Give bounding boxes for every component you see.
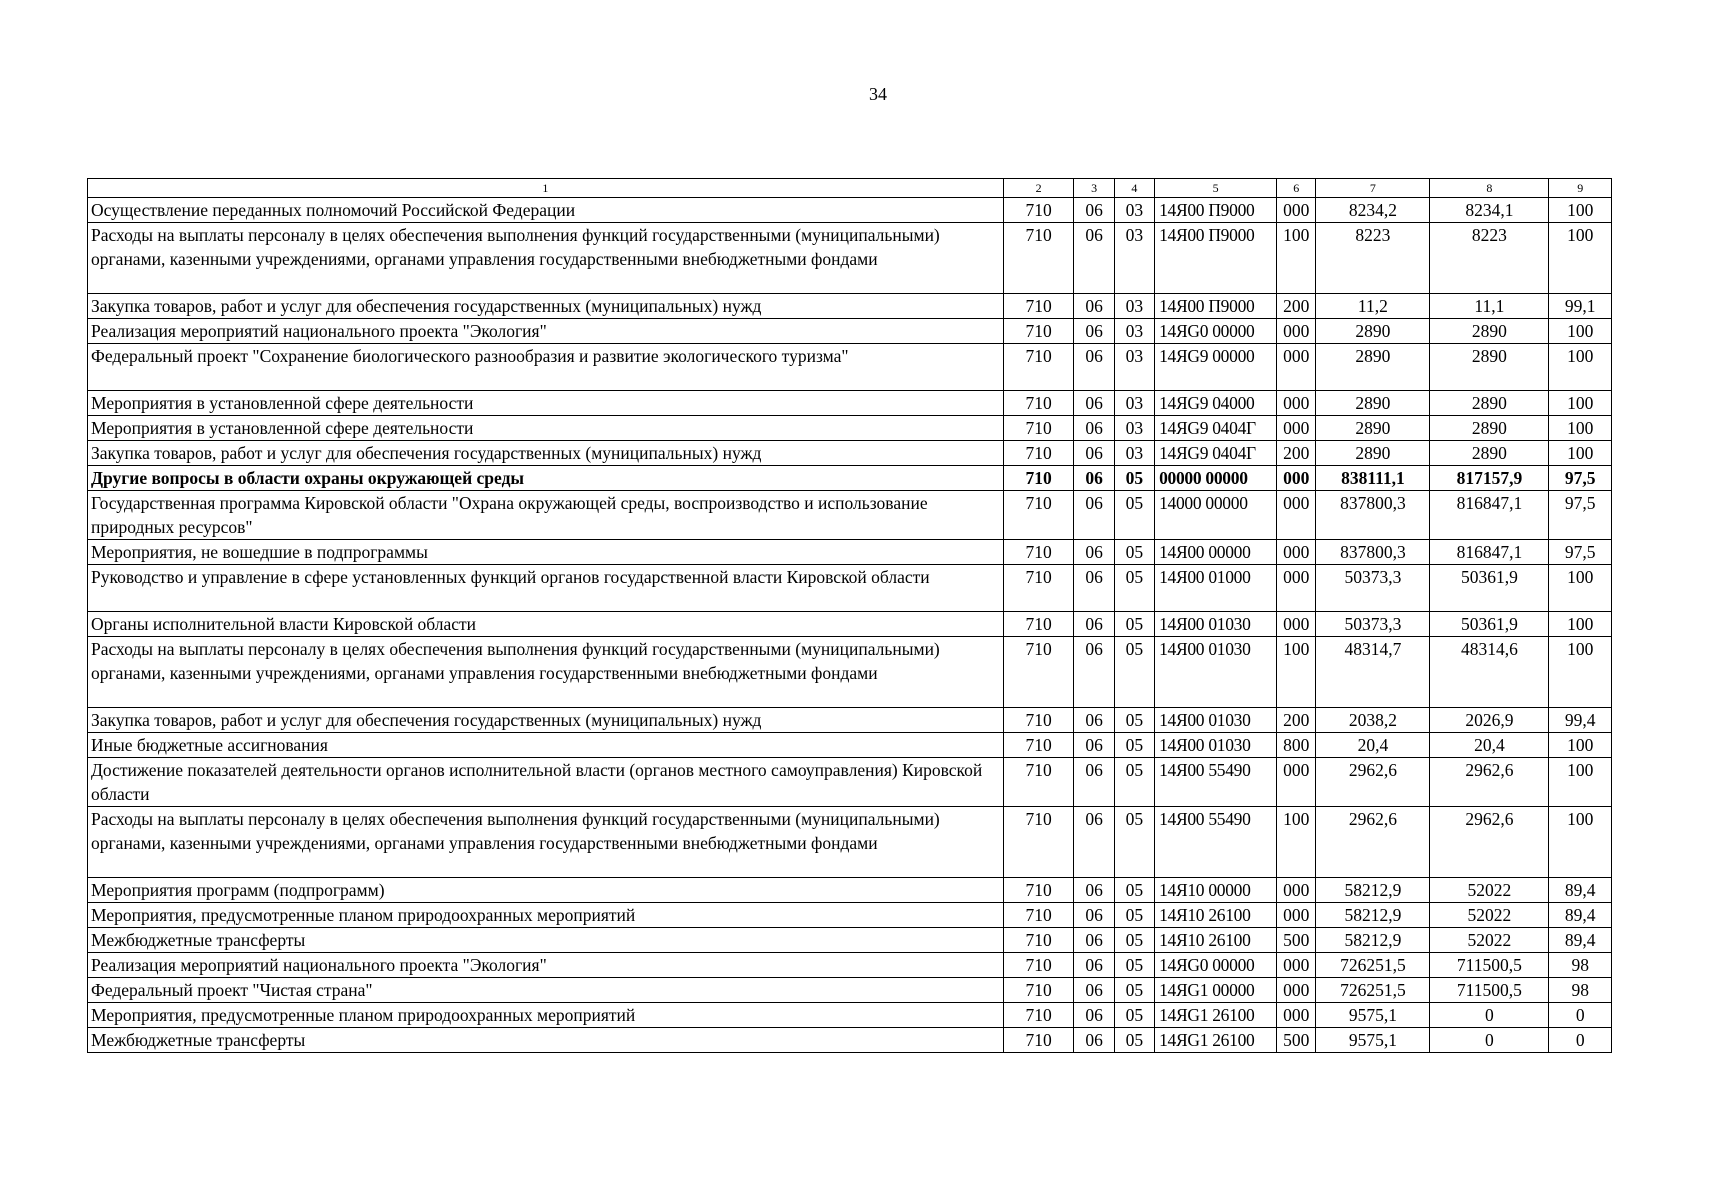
- expense-name-cell: Расходы на выплаты персоналу в целях обеспечения выполнения функций государственными (муниципальными) органами, казенными учреждениями, органами управления государственными внебюджетными фондами: [88, 637, 1004, 708]
- executed-amount-cell: 48314,6: [1430, 637, 1549, 708]
- execution-percent-cell: 100: [1549, 223, 1612, 294]
- ministry-code-cell: 710: [1003, 637, 1074, 708]
- executed-amount-cell: 2890: [1430, 416, 1549, 441]
- section-code-cell: 06: [1074, 198, 1114, 223]
- execution-percent-cell: 98: [1549, 953, 1612, 978]
- target-article-cell: 14Я00 55490: [1155, 807, 1277, 878]
- planned-amount-cell: 20,4: [1316, 733, 1430, 758]
- expense-name-cell: Закупка товаров, работ и услуг для обеспечения государственных (муниципальных) нужд: [88, 294, 1004, 319]
- expense-name-cell: Мероприятия, предусмотренные планом природоохранных мероприятий: [88, 1003, 1004, 1028]
- planned-amount-cell: 837800,3: [1316, 491, 1430, 540]
- planned-amount-cell: 726251,5: [1316, 978, 1430, 1003]
- ministry-code-cell: 710: [1003, 1003, 1074, 1028]
- expense-name-cell: Реализация мероприятий национального проекта "Экология": [88, 953, 1004, 978]
- target-article-cell: 14000 00000: [1155, 491, 1277, 540]
- planned-amount-cell: 2890: [1316, 319, 1430, 344]
- section-code-cell: 06: [1074, 878, 1114, 903]
- planned-amount-cell: 2890: [1316, 344, 1430, 391]
- section-code-cell: 06: [1074, 807, 1114, 878]
- planned-amount-cell: 58212,9: [1316, 903, 1430, 928]
- expense-name-cell: Иные бюджетные ассигнования: [88, 733, 1004, 758]
- section-code-cell: 06: [1074, 1028, 1114, 1053]
- executed-amount-cell: 2962,6: [1430, 758, 1549, 807]
- ministry-code-cell: 710: [1003, 344, 1074, 391]
- ministry-code-cell: 710: [1003, 223, 1074, 294]
- table-row: [88, 198, 1612, 223]
- target-article-cell: 14ЯG0 00000: [1155, 319, 1277, 344]
- ministry-code-cell: 710: [1003, 294, 1074, 319]
- section-code-cell: 06: [1074, 565, 1114, 612]
- section-code-cell: 06: [1074, 1003, 1114, 1028]
- expense-name-cell: Мероприятия, предусмотренные планом природоохранных мероприятий: [88, 903, 1004, 928]
- section-code-cell: 06: [1074, 491, 1114, 540]
- table-row: [88, 466, 1612, 491]
- subsection-code-cell: 03: [1114, 441, 1154, 466]
- table-row: [88, 878, 1612, 903]
- execution-percent-cell: 89,4: [1549, 878, 1612, 903]
- ministry-code-cell: 710: [1003, 391, 1074, 416]
- subsection-code-cell: 05: [1114, 953, 1154, 978]
- executed-amount-cell: 817157,9: [1430, 466, 1549, 491]
- target-article-cell: 14Я00 00000: [1155, 540, 1277, 565]
- execution-percent-cell: 100: [1549, 637, 1612, 708]
- executed-amount-cell: 711500,5: [1430, 978, 1549, 1003]
- subsection-code-cell: 05: [1114, 903, 1154, 928]
- subsection-code-cell: 05: [1114, 637, 1154, 708]
- execution-percent-cell: 99,4: [1549, 708, 1612, 733]
- table-row: [88, 1028, 1612, 1053]
- column-header: 6: [1277, 179, 1316, 198]
- column-header: 1: [88, 179, 1004, 198]
- subsection-code-cell: 05: [1114, 928, 1154, 953]
- planned-amount-cell: 2890: [1316, 416, 1430, 441]
- subsection-code-cell: 05: [1114, 466, 1154, 491]
- target-article-cell: 14ЯG9 00000: [1155, 344, 1277, 391]
- planned-amount-cell: 2890: [1316, 391, 1430, 416]
- executed-amount-cell: 2890: [1430, 319, 1549, 344]
- column-header: 7: [1316, 179, 1430, 198]
- subsection-code-cell: 05: [1114, 758, 1154, 807]
- expense-name-cell: Другие вопросы в области охраны окружающей среды: [88, 466, 1004, 491]
- table-row: [88, 612, 1612, 637]
- ministry-code-cell: 710: [1003, 540, 1074, 565]
- execution-percent-cell: 100: [1549, 319, 1612, 344]
- executed-amount-cell: 52022: [1430, 903, 1549, 928]
- execution-percent-cell: 100: [1549, 198, 1612, 223]
- planned-amount-cell: 48314,7: [1316, 637, 1430, 708]
- expense-name-cell: Достижение показателей деятельности органов исполнительной власти (органов местного самоуправления) Кировской области: [88, 758, 1004, 807]
- table-row: [88, 540, 1612, 565]
- target-article-cell: 14Я10 26100: [1155, 903, 1277, 928]
- subsection-code-cell: 05: [1114, 807, 1154, 878]
- ministry-code-cell: 710: [1003, 903, 1074, 928]
- table-row: [88, 953, 1612, 978]
- target-article-cell: 14Я00 01030: [1155, 733, 1277, 758]
- ministry-code-cell: 710: [1003, 807, 1074, 878]
- expense-name-cell: Закупка товаров, работ и услуг для обеспечения государственных (муниципальных) нужд: [88, 441, 1004, 466]
- section-code-cell: 06: [1074, 758, 1114, 807]
- column-header: 5: [1155, 179, 1277, 198]
- table-row: [88, 637, 1612, 708]
- subsection-code-cell: 03: [1114, 416, 1154, 441]
- expense-type-cell: 200: [1277, 708, 1316, 733]
- section-code-cell: 06: [1074, 540, 1114, 565]
- execution-percent-cell: 100: [1549, 344, 1612, 391]
- ministry-code-cell: 710: [1003, 733, 1074, 758]
- section-code-cell: 06: [1074, 612, 1114, 637]
- executed-amount-cell: 2890: [1430, 344, 1549, 391]
- target-article-cell: 14Я00 П9000: [1155, 198, 1277, 223]
- expense-type-cell: 500: [1277, 928, 1316, 953]
- column-header: 9: [1549, 179, 1612, 198]
- expense-name-cell: Осуществление переданных полномочий Российской Федерации: [88, 198, 1004, 223]
- subsection-code-cell: 05: [1114, 1028, 1154, 1053]
- section-code-cell: 06: [1074, 953, 1114, 978]
- expense-type-cell: 000: [1277, 491, 1316, 540]
- section-code-cell: 06: [1074, 294, 1114, 319]
- expense-name-cell: Мероприятия программ (подпрограмм): [88, 878, 1004, 903]
- table-row: [88, 491, 1612, 540]
- expense-type-cell: 000: [1277, 319, 1316, 344]
- execution-percent-cell: 89,4: [1549, 903, 1612, 928]
- expense-type-cell: 200: [1277, 294, 1316, 319]
- execution-percent-cell: 97,5: [1549, 540, 1612, 565]
- planned-amount-cell: 2962,6: [1316, 807, 1430, 878]
- planned-amount-cell: 2962,6: [1316, 758, 1430, 807]
- column-header: 3: [1074, 179, 1114, 198]
- execution-percent-cell: 99,1: [1549, 294, 1612, 319]
- ministry-code-cell: 710: [1003, 953, 1074, 978]
- subsection-code-cell: 03: [1114, 223, 1154, 294]
- target-article-cell: 14Я10 26100: [1155, 928, 1277, 953]
- planned-amount-cell: 8234,2: [1316, 198, 1430, 223]
- subsection-code-cell: 05: [1114, 708, 1154, 733]
- execution-percent-cell: 100: [1549, 758, 1612, 807]
- execution-percent-cell: 89,4: [1549, 928, 1612, 953]
- target-article-cell: 14ЯG1 26100: [1155, 1003, 1277, 1028]
- ministry-code-cell: 710: [1003, 198, 1074, 223]
- executed-amount-cell: 50361,9: [1430, 565, 1549, 612]
- expense-name-cell: Руководство и управление в сфере установленных функций органов государственной власти Кировской области: [88, 565, 1004, 612]
- table-row: [88, 391, 1612, 416]
- section-code-cell: 06: [1074, 903, 1114, 928]
- executed-amount-cell: 52022: [1430, 878, 1549, 903]
- budget-table: [87, 178, 1612, 1053]
- subsection-code-cell: 05: [1114, 491, 1154, 540]
- expense-name-cell: Закупка товаров, работ и услуг для обеспечения государственных (муниципальных) нужд: [88, 708, 1004, 733]
- target-article-cell: 14ЯG9 0404Г: [1155, 416, 1277, 441]
- expense-type-cell: 000: [1277, 978, 1316, 1003]
- target-article-cell: 14ЯG0 00000: [1155, 953, 1277, 978]
- subsection-code-cell: 05: [1114, 733, 1154, 758]
- execution-percent-cell: 100: [1549, 612, 1612, 637]
- expense-name-cell: Федеральный проект "Чистая страна": [88, 978, 1004, 1003]
- expense-name-cell: Мероприятия, не вошедшие в подпрограммы: [88, 540, 1004, 565]
- ministry-code-cell: 710: [1003, 416, 1074, 441]
- expense-type-cell: 000: [1277, 612, 1316, 637]
- ministry-code-cell: 710: [1003, 612, 1074, 637]
- target-article-cell: 14ЯG9 04000: [1155, 391, 1277, 416]
- planned-amount-cell: 58212,9: [1316, 878, 1430, 903]
- executed-amount-cell: 11,1: [1430, 294, 1549, 319]
- section-code-cell: 06: [1074, 978, 1114, 1003]
- executed-amount-cell: 816847,1: [1430, 540, 1549, 565]
- execution-percent-cell: 100: [1549, 807, 1612, 878]
- ministry-code-cell: 710: [1003, 878, 1074, 903]
- expense-name-cell: Государственная программа Кировской области "Охрана окружающей среды, воспроизводство и использование природных ресурсов": [88, 491, 1004, 540]
- expense-type-cell: 000: [1277, 540, 1316, 565]
- executed-amount-cell: 816847,1: [1430, 491, 1549, 540]
- expense-name-cell: Мероприятия в установленной сфере деятельности: [88, 391, 1004, 416]
- ministry-code-cell: 710: [1003, 758, 1074, 807]
- executed-amount-cell: 711500,5: [1430, 953, 1549, 978]
- executed-amount-cell: 0: [1430, 1003, 1549, 1028]
- expense-type-cell: 100: [1277, 807, 1316, 878]
- table-row: [88, 807, 1612, 878]
- expense-name-cell: Реализация мероприятий национального проекта "Экология": [88, 319, 1004, 344]
- planned-amount-cell: 50373,3: [1316, 612, 1430, 637]
- execution-percent-cell: 100: [1549, 441, 1612, 466]
- planned-amount-cell: 838111,1: [1316, 466, 1430, 491]
- ministry-code-cell: 710: [1003, 708, 1074, 733]
- section-code-cell: 06: [1074, 223, 1114, 294]
- expense-type-cell: 000: [1277, 758, 1316, 807]
- execution-percent-cell: 97,5: [1549, 466, 1612, 491]
- ministry-code-cell: 710: [1003, 441, 1074, 466]
- section-code-cell: 06: [1074, 344, 1114, 391]
- header-row: [88, 179, 1612, 198]
- table-row: [88, 565, 1612, 612]
- ministry-code-cell: 710: [1003, 466, 1074, 491]
- table-row: [88, 344, 1612, 391]
- planned-amount-cell: 9575,1: [1316, 1003, 1430, 1028]
- planned-amount-cell: 2038,2: [1316, 708, 1430, 733]
- table-row: [88, 903, 1612, 928]
- expense-type-cell: 000: [1277, 391, 1316, 416]
- expense-type-cell: 000: [1277, 416, 1316, 441]
- section-code-cell: 06: [1074, 637, 1114, 708]
- executed-amount-cell: 2890: [1430, 441, 1549, 466]
- executed-amount-cell: 8223: [1430, 223, 1549, 294]
- planned-amount-cell: 2890: [1316, 441, 1430, 466]
- table-row: [88, 708, 1612, 733]
- target-article-cell: 14Я00 01030: [1155, 637, 1277, 708]
- expense-type-cell: 000: [1277, 1003, 1316, 1028]
- section-code-cell: 06: [1074, 733, 1114, 758]
- expense-type-cell: 800: [1277, 733, 1316, 758]
- planned-amount-cell: 726251,5: [1316, 953, 1430, 978]
- target-article-cell: 14Я00 55490: [1155, 758, 1277, 807]
- planned-amount-cell: 11,2: [1316, 294, 1430, 319]
- subsection-code-cell: 05: [1114, 1003, 1154, 1028]
- expense-type-cell: 100: [1277, 223, 1316, 294]
- table-row: [88, 223, 1612, 294]
- table-row: [88, 319, 1612, 344]
- subsection-code-cell: 03: [1114, 391, 1154, 416]
- expense-name-cell: Расходы на выплаты персоналу в целях обеспечения выполнения функций государственными (муниципальными) органами, казенными учреждениями, органами управления государственными внебюджетными фондами: [88, 807, 1004, 878]
- expense-type-cell: 000: [1277, 565, 1316, 612]
- table-row: [88, 978, 1612, 1003]
- subsection-code-cell: 05: [1114, 540, 1154, 565]
- executed-amount-cell: 52022: [1430, 928, 1549, 953]
- executed-amount-cell: 2890: [1430, 391, 1549, 416]
- expense-type-cell: 000: [1277, 953, 1316, 978]
- ministry-code-cell: 710: [1003, 319, 1074, 344]
- target-article-cell: 14Я00 П9000: [1155, 223, 1277, 294]
- execution-percent-cell: 0: [1549, 1028, 1612, 1053]
- expense-type-cell: 200: [1277, 441, 1316, 466]
- subsection-code-cell: 05: [1114, 978, 1154, 1003]
- section-code-cell: 06: [1074, 466, 1114, 491]
- table-row: [88, 1003, 1612, 1028]
- executed-amount-cell: 8234,1: [1430, 198, 1549, 223]
- subsection-code-cell: 03: [1114, 344, 1154, 391]
- executed-amount-cell: 0: [1430, 1028, 1549, 1053]
- expense-name-cell: Мероприятия в установленной сфере деятельности: [88, 416, 1004, 441]
- section-code-cell: 06: [1074, 319, 1114, 344]
- section-code-cell: 06: [1074, 928, 1114, 953]
- table-row: [88, 758, 1612, 807]
- subsection-code-cell: 03: [1114, 319, 1154, 344]
- table-row: [88, 441, 1612, 466]
- subsection-code-cell: 05: [1114, 612, 1154, 637]
- planned-amount-cell: 58212,9: [1316, 928, 1430, 953]
- executed-amount-cell: 50361,9: [1430, 612, 1549, 637]
- subsection-code-cell: 03: [1114, 294, 1154, 319]
- expense-type-cell: 000: [1277, 903, 1316, 928]
- table-body: [88, 198, 1612, 1053]
- table-row: [88, 928, 1612, 953]
- executed-amount-cell: 2026,9: [1430, 708, 1549, 733]
- section-code-cell: 06: [1074, 391, 1114, 416]
- target-article-cell: 14Я00 01000: [1155, 565, 1277, 612]
- expense-type-cell: 000: [1277, 344, 1316, 391]
- expense-name-cell: Межбюджетные трансферты: [88, 1028, 1004, 1053]
- expense-name-cell: Расходы на выплаты персоналу в целях обеспечения выполнения функций государственными (муниципальными) органами, казенными учреждениями, органами управления государственными внебюджетными фондами: [88, 223, 1004, 294]
- target-article-cell: 14Я00 01030: [1155, 612, 1277, 637]
- expense-type-cell: 000: [1277, 466, 1316, 491]
- table-row: [88, 733, 1612, 758]
- section-code-cell: 06: [1074, 441, 1114, 466]
- subsection-code-cell: 03: [1114, 198, 1154, 223]
- expense-name-cell: Органы исполнительной власти Кировской области: [88, 612, 1004, 637]
- planned-amount-cell: 8223: [1316, 223, 1430, 294]
- execution-percent-cell: 100: [1549, 416, 1612, 441]
- target-article-cell: 14Я10 00000: [1155, 878, 1277, 903]
- target-article-cell: 00000 00000: [1155, 466, 1277, 491]
- expense-type-cell: 100: [1277, 637, 1316, 708]
- ministry-code-cell: 710: [1003, 928, 1074, 953]
- ministry-code-cell: 710: [1003, 565, 1074, 612]
- section-code-cell: 06: [1074, 416, 1114, 441]
- subsection-code-cell: 05: [1114, 878, 1154, 903]
- executed-amount-cell: 20,4: [1430, 733, 1549, 758]
- expense-name-cell: Федеральный проект "Сохранение биологического разнообразия и развитие экологического туризма": [88, 344, 1004, 391]
- column-header: 4: [1114, 179, 1154, 198]
- page-number: 34: [869, 84, 887, 104]
- ministry-code-cell: 710: [1003, 1028, 1074, 1053]
- executed-amount-cell: 2962,6: [1430, 807, 1549, 878]
- column-header: 2: [1003, 179, 1074, 198]
- table-row: [88, 416, 1612, 441]
- execution-percent-cell: 98: [1549, 978, 1612, 1003]
- execution-percent-cell: 100: [1549, 391, 1612, 416]
- target-article-cell: 14ЯG1 26100: [1155, 1028, 1277, 1053]
- expense-name-cell: Межбюджетные трансферты: [88, 928, 1004, 953]
- section-code-cell: 06: [1074, 708, 1114, 733]
- target-article-cell: 14Я00 01030: [1155, 708, 1277, 733]
- planned-amount-cell: 837800,3: [1316, 540, 1430, 565]
- planned-amount-cell: 50373,3: [1316, 565, 1430, 612]
- table-row: [88, 294, 1612, 319]
- target-article-cell: 14Я00 П9000: [1155, 294, 1277, 319]
- expense-type-cell: 000: [1277, 878, 1316, 903]
- ministry-code-cell: 710: [1003, 491, 1074, 540]
- expense-type-cell: 500: [1277, 1028, 1316, 1053]
- planned-amount-cell: 9575,1: [1316, 1028, 1430, 1053]
- execution-percent-cell: 97,5: [1549, 491, 1612, 540]
- subsection-code-cell: 05: [1114, 565, 1154, 612]
- execution-percent-cell: 100: [1549, 565, 1612, 612]
- target-article-cell: 14ЯG1 00000: [1155, 978, 1277, 1003]
- expense-type-cell: 000: [1277, 198, 1316, 223]
- ministry-code-cell: 710: [1003, 978, 1074, 1003]
- target-article-cell: 14ЯG9 0404Г: [1155, 441, 1277, 466]
- column-header: 8: [1430, 179, 1549, 198]
- execution-percent-cell: 0: [1549, 1003, 1612, 1028]
- execution-percent-cell: 100: [1549, 733, 1612, 758]
